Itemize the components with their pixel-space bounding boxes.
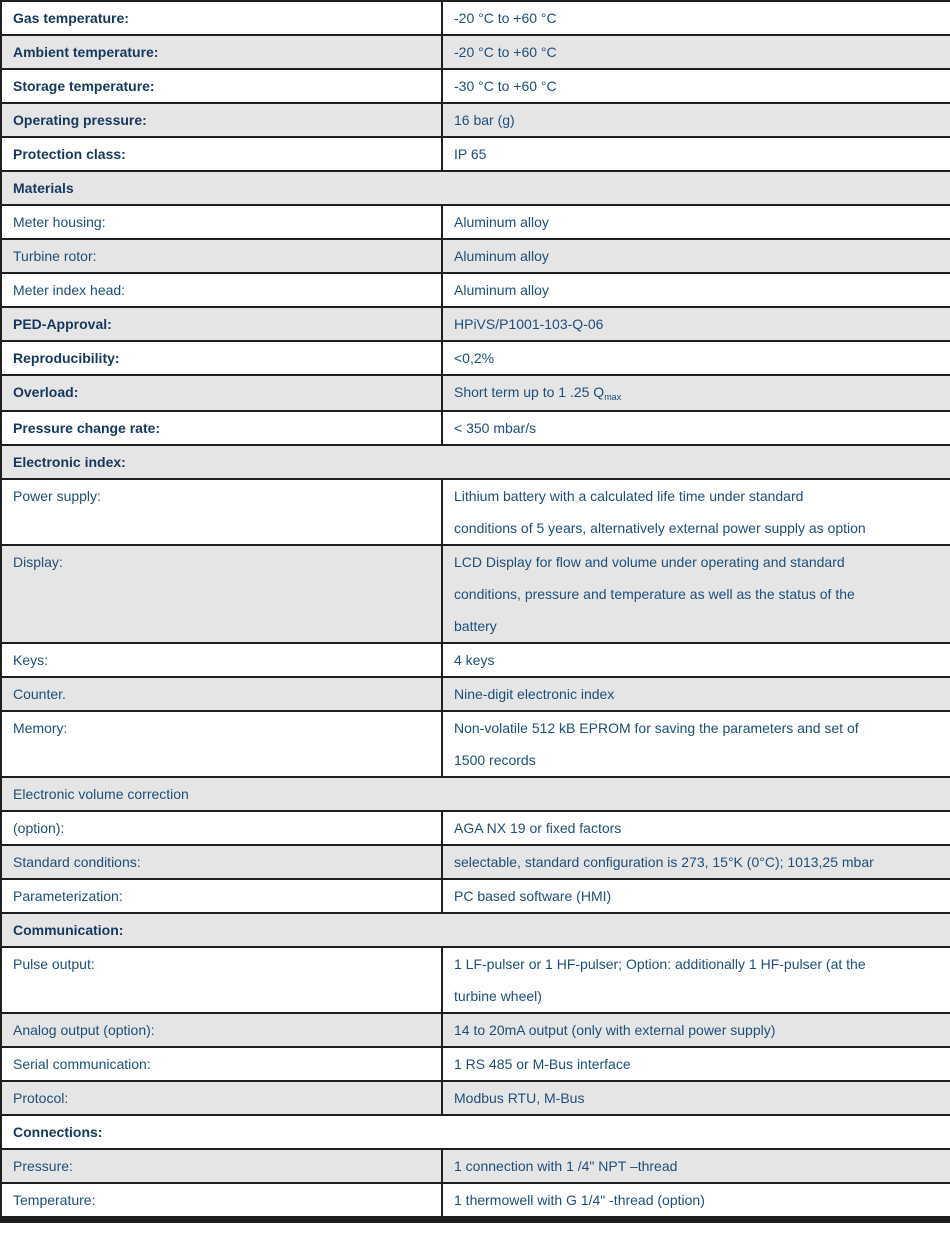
section-header-label: Communication: [1,913,950,947]
spec-label: Operating pressure: [1,103,442,137]
spec-label: Meter housing: [1,205,442,239]
spec-label: Reproducibility: [1,341,442,375]
spec-row [1,545,950,643]
spec-value-text: <0,2% [454,350,495,366]
spec-label: Meter index head: [1,273,442,307]
spec-row [1,307,950,341]
section-header-label: Materials [1,171,950,205]
spec-label: Temperature: [1,1183,442,1220]
spec-value-line: battery [454,618,497,634]
spec-row [1,479,950,545]
section-header-row [1,913,950,947]
spec-row [1,341,950,375]
spec-value-text: HPiVS/P1001-103-Q-06 [454,316,604,332]
spec-label: Standard conditions: [1,845,442,879]
subscript-text: max [604,392,622,402]
spec-row [1,137,950,171]
spec-value [442,545,950,643]
spec-value [442,1149,950,1183]
spec-value [442,677,950,711]
spec-value [442,341,950,375]
spec-label: Analog output (option): [1,1013,442,1047]
section-header-row [1,1115,950,1149]
spec-value-line: conditions of 5 years, alternatively external power supply as option [454,520,866,536]
spec-row [1,947,950,1013]
spec-value-text: 1 thermowell with G 1/4" -thread (option) [454,1192,705,1208]
spec-value-line: 1 LF-pulser or 1 HF-pulser; Option: additionally 1 HF-pulser (at the [454,956,866,972]
section-header-row [1,445,950,479]
spec-label: Power supply: [1,479,442,545]
section-header-label: Connections: [1,1115,950,1149]
spec-value-text: PC based software (HMI) [454,888,612,904]
spec-row [1,1,950,35]
spec-value [442,273,950,307]
spec-label: Parameterization: [1,879,442,913]
spec-value-text: selectable, standard configuration is 273, 15°K (0°C); 1013,25 mbar [454,854,874,870]
spec-label: Protocol: [1,1081,442,1115]
spec-value [442,879,950,913]
spec-value-line: Non-volatile 512 kB EPROM for saving the parameters and set of [454,720,859,736]
spec-row [1,1183,950,1220]
spec-value-text: < 350 mbar/s [454,420,537,436]
spec-row [1,239,950,273]
spec-value-text: -30 °C to +60 °C [454,78,557,94]
spec-value-text: Aluminum alloy [454,248,549,264]
spec-row [1,845,950,879]
spec-row [1,1047,950,1081]
section-header-label: Electronic index: [1,445,950,479]
spec-value-text: AGA NX 19 or fixed factors [454,820,622,836]
spec-label: Turbine rotor: [1,239,442,273]
spec-value-text: 1 connection with 1 /4" NPT –thread [454,1158,678,1174]
spec-label: Ambient temperature: [1,35,442,69]
spec-value [442,479,950,545]
spec-row [1,411,950,445]
spec-value [442,947,950,1013]
spec-value-line: 1500 records [454,752,536,768]
spec-value-text: 1 RS 485 or M-Bus interface [454,1056,631,1072]
spec-label: Pulse output: [1,947,442,1013]
spec-label: Protection class: [1,137,442,171]
spec-value [442,35,950,69]
spec-value [442,69,950,103]
spec-label: Serial communication: [1,1047,442,1081]
spec-label: PED-Approval: [1,307,442,341]
spec-value [442,239,950,273]
spec-row [1,1149,950,1183]
spec-label: Gas temperature: [1,1,442,35]
spec-row [1,879,950,913]
spec-value-text: Short term up to 1 .25 Q [454,384,605,400]
spec-value [442,411,950,445]
spec-value-text: -20 °C to +60 °C [454,10,557,26]
spec-value [442,711,950,777]
spec-row [1,35,950,69]
section-header-row [1,171,950,205]
spec-value [442,1047,950,1081]
spec-label: Pressure change rate: [1,411,442,445]
spec-row [1,677,950,711]
spec-value-text: IP 65 [454,146,487,162]
spec-value-text: Aluminum alloy [454,214,549,230]
spec-row [1,811,950,845]
section-header-label: Electronic volume correction [1,777,950,811]
spec-value-text: 16 bar (g) [454,112,515,128]
spec-value-text: Nine-digit electronic index [454,686,615,702]
spec-value-line: turbine wheel) [454,988,542,1004]
spec-row [1,69,950,103]
spec-value [442,1013,950,1047]
spec-row [1,375,950,411]
spec-value-text: -20 °C to +60 °C [454,44,557,60]
spec-value [442,307,950,341]
spec-row [1,711,950,777]
spec-row [1,643,950,677]
spec-value [442,103,950,137]
spec-label: Memory: [1,711,442,777]
spec-value-line: conditions, pressure and temperature as well as the status of the [454,586,855,602]
spec-value [442,205,950,239]
spec-label: Counter. [1,677,442,711]
spec-row [1,205,950,239]
spec-value-text: 14 to 20mA output (only with external power supply) [454,1022,776,1038]
spec-label: Display: [1,545,442,643]
spec-label: Pressure: [1,1149,442,1183]
spec-value [442,845,950,879]
spec-value-text: Aluminum alloy [454,282,549,298]
spec-value [442,1081,950,1115]
spec-value [442,1,950,35]
spec-table-body [1,1,950,1220]
spec-value [442,375,950,411]
spec-row [1,1013,950,1047]
spec-row [1,103,950,137]
spec-label: Overload: [1,375,442,411]
spec-value [442,811,950,845]
spec-value [442,137,950,171]
spec-row [1,1081,950,1115]
spec-value-text: 4 keys [454,652,495,668]
spec-value [442,643,950,677]
spec-row [1,273,950,307]
spec-label: Storage temperature: [1,69,442,103]
spec-value-text: Modbus RTU, M-Bus [454,1090,585,1106]
section-header-row [1,777,950,811]
spec-value-line: LCD Display for flow and volume under operating and standard [454,554,845,570]
spec-value [442,1183,950,1220]
spec-label: Keys: [1,643,442,677]
spec-value-line: Lithium battery with a calculated life time under standard [454,488,804,504]
spec-label: (option): [1,811,442,845]
